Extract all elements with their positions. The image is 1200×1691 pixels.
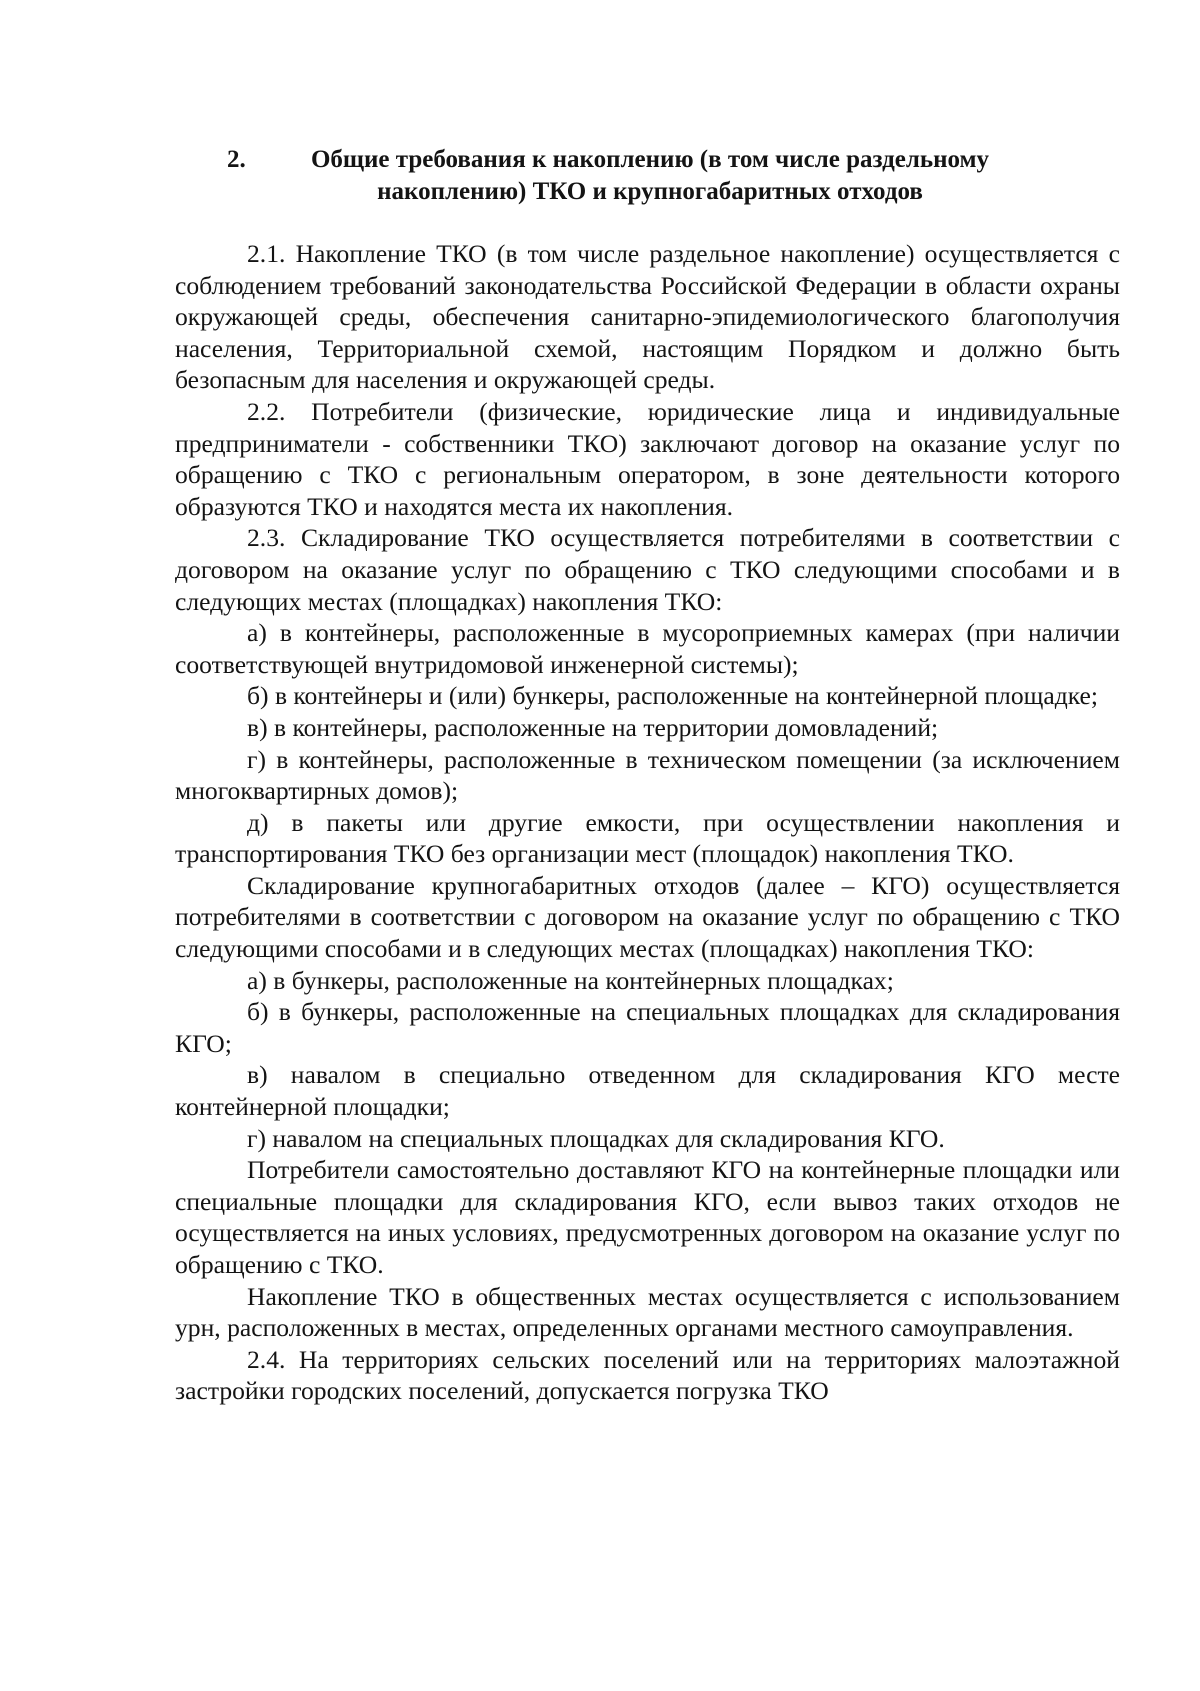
- document-body: [175, 238, 1120, 1407]
- section-title-line-2: накоплению) ТКО и крупногабаритных отходов: [377, 178, 923, 205]
- list-item-tko-g: г) в контейнеры, расположенные в техническом помещении (за исключением многоквартирных домов);: [175, 744, 1120, 806]
- list-item-tko-a: а) в контейнеры, расположенные в мусороприемных камерах (при наличии соответствующей внутридомовой инженерной системы);: [175, 618, 1120, 679]
- section-heading: [175, 144, 1125, 208]
- paragraph-2-3: 2.3. Складирование ТКО осуществляется потребителями в соответствии с договором на оказание услуг по обращению с ТКО следующими способами и в следующих местах (площадках) накопления ТКО:: [175, 523, 1120, 616]
- list-item-tko-d: д) в пакеты или другие емкости, при осуществлении накопления и транспортирования ТКО без организации мест (площадок) накопления ТКО.: [175, 807, 1120, 869]
- section-title-line-1: Общие требования к накоплению (в том числе раздельному: [310, 146, 990, 173]
- list-item-kgo-g: г) навалом на специальных площадках для складирования КГО.: [247, 1123, 945, 1153]
- paragraph-kgo-storage: Складирование крупногабаритных отходов (далее – КГО) осуществляется потребителями в соответствии с договором на оказание услуг по обращению с ТКО следующими способами и в следующих местах (площадках) накопления ТКО:: [175, 870, 1120, 964]
- paragraph-2-4: 2.4. На территориях сельских поселений или на территориях малоэтажной застройки городских поселений, допускается погрузка ТКО: [175, 1344, 1120, 1406]
- paragraph-public-places: Накопление ТКО в общественных местах осуществляется с использованием урн, расположенных в местах, определенных органами местного самоуправления.: [175, 1281, 1120, 1343]
- section-number: 2.: [227, 146, 246, 173]
- list-item-kgo-v: в) навалом в специально отведенном для складирования КГО месте контейнерной площадки;: [175, 1060, 1120, 1122]
- list-item-kgo-a: а) в бункеры, расположенные на контейнерных площадках;: [247, 965, 894, 995]
- list-item-tko-v: в) в контейнеры, расположенные на территории домовладений;: [247, 712, 939, 742]
- list-item-tko-b: б) в контейнеры и (или) бункеры, расположенные на контейнерной площадке;: [247, 681, 1098, 711]
- paragraph-2-2: 2.2. Потребители (физические, юридические лица и индивидуальные предприниматели - собственники ТКО) заключают договор на оказание услуг по обращению с ТКО с региональным оператором, в зоне деятельности которого образуются ТКО и находятся места их накопления.: [175, 396, 1120, 521]
- paragraph-2-1: 2.1. Накопление ТКО (в том числе раздельное накопление) осуществляется с соблюдением требований законодательства Российской Федерации в области охраны окружающей среды, обеспечения санитарно-эпидемиологического благополучия населения, Территориальной схемой, настоящим Порядком и должно быть безопасным для населения и окружающей среды.: [175, 239, 1120, 395]
- paragraph-kgo-delivery: Потребители самостоятельно доставляют КГО на контейнерные площадки или специальные площадки для складирования КГО, если вывоз таких отходов не осуществляется на иных условиях, предусмотренных договором на оказание услуг по обращению с ТКО.: [175, 1155, 1120, 1279]
- list-item-kgo-b: б) в бункеры, расположенные на специальных площадках для складирования КГО;: [175, 997, 1120, 1058]
